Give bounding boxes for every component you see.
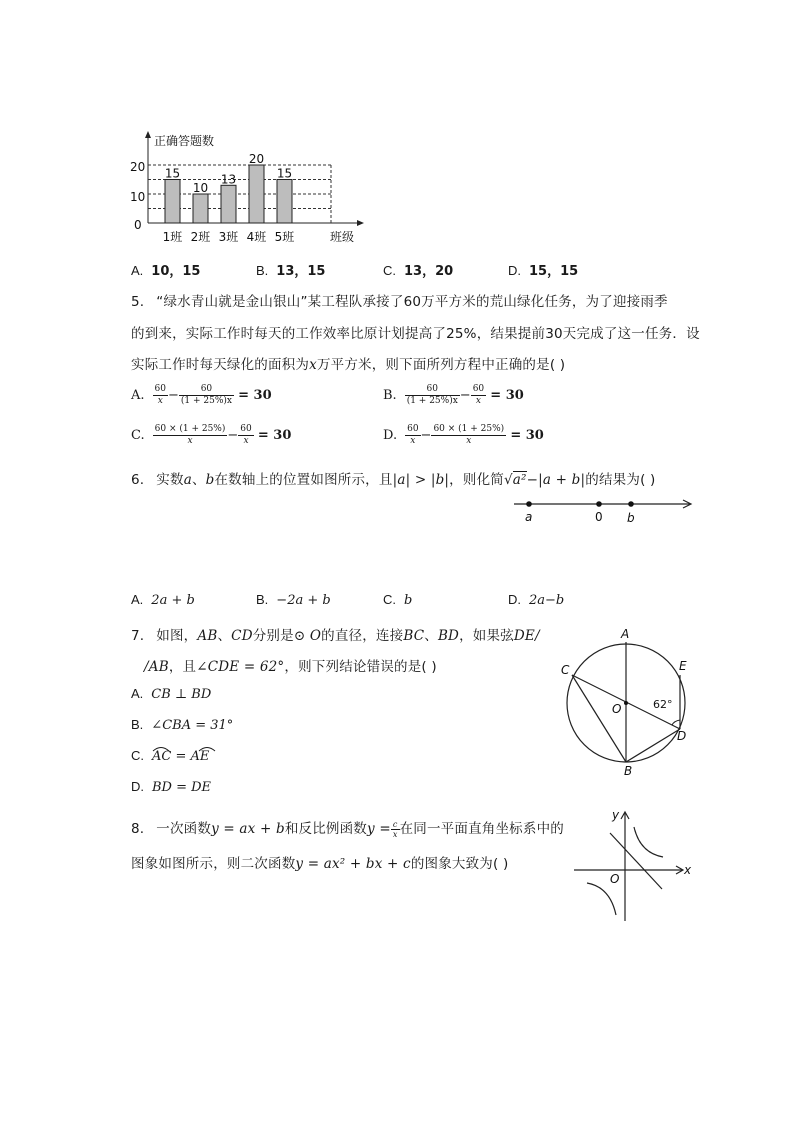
option-label: A. bbox=[131, 388, 145, 403]
q7-option-c[interactable]: C. AC = AE bbox=[131, 748, 209, 764]
fraction: $\frac{60}{x}$ bbox=[240, 424, 252, 446]
q7-option-d[interactable]: D. BD = DE bbox=[131, 779, 212, 795]
q5-line-1 bbox=[131, 290, 668, 310]
label-D: D bbox=[677, 729, 687, 743]
label-E: E bbox=[679, 659, 687, 673]
option-label: A. bbox=[131, 263, 144, 278]
q6-line-1: 6. 实数a、b在数轴上的位置如图所示，且|a| > |b|，则化简√a²−|a + b|的结果为( ) bbox=[131, 472, 656, 488]
question-number: 8. bbox=[131, 821, 145, 837]
number-line bbox=[510, 494, 700, 528]
category-label-3: 3班 bbox=[218, 230, 239, 244]
bar-value-label-3: 13 bbox=[220, 172, 237, 187]
q7-option-a[interactable]: A. CB ⊥ BD bbox=[131, 686, 212, 702]
fraction: $\frac{60 \times (1 + 25\%)}{x}$ bbox=[433, 424, 505, 446]
hyperbola-branch-2 bbox=[587, 883, 616, 915]
q8-line-2: 图象如图所示，则二次函数y = ax² + bx + c的图象大致为( ) bbox=[131, 856, 509, 872]
option-label: B. bbox=[383, 388, 397, 403]
x-axis-arrow bbox=[357, 220, 364, 226]
point-0 bbox=[596, 501, 602, 507]
bar-3 bbox=[221, 185, 236, 223]
q4-option-a[interactable] bbox=[131, 260, 200, 279]
q5-option-c[interactable]: C. $\frac{60 \times (1 + 25\%)}{x}$ − $\frac{60}{x}$ = 30 bbox=[131, 424, 292, 446]
point-b bbox=[628, 501, 634, 507]
q5-var-x: x bbox=[309, 357, 317, 373]
q7-line-2: /AB，且∠CDE = 62°，则下列结论错误的是( ) bbox=[144, 659, 437, 675]
label-C: C bbox=[561, 663, 570, 677]
label-y: y bbox=[612, 808, 620, 822]
y-tick-20: 20 bbox=[130, 160, 146, 174]
label-origin: O bbox=[610, 872, 620, 886]
hyperbola-branch-1 bbox=[634, 827, 663, 857]
q6-option-d[interactable]: D. 2a−b bbox=[508, 592, 565, 608]
label-a: a bbox=[525, 510, 533, 524]
fraction: $\frac{60}{x}$ bbox=[472, 384, 485, 406]
center-point bbox=[624, 701, 628, 705]
label-B: B bbox=[624, 764, 633, 778]
q5-option-d[interactable]: D. $\frac{60}{x}$ − $\frac{60 \times (1 + 25\%)}{x}$ = 30 bbox=[383, 424, 544, 446]
q5-line-3 bbox=[131, 353, 565, 373]
bar-1 bbox=[165, 180, 180, 224]
option-label: C. bbox=[131, 428, 145, 443]
fraction: $\frac{60}{(1 + 25\%)x}$ bbox=[180, 384, 232, 406]
q5-text-3b: 万平方米，则下面所列方程中正确的是( ) bbox=[316, 357, 566, 373]
question-number: 6. bbox=[131, 472, 145, 488]
fraction: $\frac{c}{x}$ bbox=[392, 819, 398, 839]
bar-4 bbox=[249, 165, 264, 223]
option-text: 13，15 bbox=[276, 264, 326, 279]
bar-value-label-5: 15 bbox=[276, 166, 293, 181]
chart-xlabel: 班级 bbox=[330, 230, 355, 244]
q5-text-2: 的到来，实际工作时每天的工作效率比原计划提高了25%，结果提前30天完成了这一任务．设 bbox=[131, 326, 700, 342]
option-text: 15，15 bbox=[529, 264, 579, 279]
option-label: B. bbox=[256, 263, 269, 278]
point-a bbox=[526, 501, 532, 507]
option-text: 10，15 bbox=[151, 264, 201, 279]
label-b: b bbox=[627, 511, 635, 525]
q4-option-b[interactable] bbox=[256, 260, 325, 279]
label-angle: 62° bbox=[653, 698, 673, 711]
fraction: $\frac{60}{(1 + 25\%)x}$ bbox=[406, 384, 458, 406]
question-number: 7. bbox=[131, 628, 145, 644]
q8-line-1: 8. 一次函数y = ax + b和反比例函数y = $\frac{c}{x}$ 在同一平面直角坐标系中的 bbox=[131, 819, 564, 839]
q4-option-d[interactable] bbox=[508, 260, 578, 279]
option-text: 13，20 bbox=[404, 264, 454, 279]
q6-option-b[interactable]: B. −2a + b bbox=[256, 592, 331, 608]
y-tick-10: 10 bbox=[130, 190, 146, 204]
fraction: $\frac{60}{x}$ bbox=[154, 384, 166, 406]
option-label: D. bbox=[383, 428, 398, 443]
q7-option-b[interactable]: B. ∠CBA = 31° bbox=[131, 717, 234, 733]
q5-text-1: “绿水青山就是金山银山”某工程队承接了60万平方米的荒山绿化任务，为了迎接雨季 bbox=[156, 294, 668, 310]
arc-marks bbox=[151, 744, 221, 752]
q7-line-1: 7. 如图，AB、CD分别是⊙ O的直径，连接BC、BD，如果弦DE/ bbox=[131, 628, 540, 644]
category-label-4: 4班 bbox=[246, 230, 267, 244]
question-number: 5. bbox=[131, 294, 145, 310]
bar-value-label-1: 15 bbox=[164, 166, 181, 181]
option-label: C. bbox=[383, 263, 396, 278]
y-tick-0: 0 bbox=[134, 218, 142, 232]
bar-5 bbox=[277, 180, 292, 224]
bar-2 bbox=[193, 194, 208, 223]
chart-ylabel: 正确答题数 bbox=[154, 134, 215, 148]
q4-option-c[interactable] bbox=[383, 260, 453, 279]
bar-chart bbox=[120, 125, 370, 250]
q5-option-a[interactable]: A. $\frac{60}{x}$ − $\frac{60}{(1 + 25\%)x}$ = 30 bbox=[131, 384, 272, 406]
label-0: 0 bbox=[595, 510, 603, 524]
category-label-1: 1班 bbox=[162, 230, 183, 244]
q5-line-2 bbox=[131, 322, 700, 342]
label-O: O bbox=[612, 702, 622, 716]
fraction: $\frac{60 \times (1 + 25\%)}{x}$ bbox=[154, 424, 226, 446]
option-label: D. bbox=[508, 263, 521, 278]
sqrt-sign: √ bbox=[503, 472, 513, 488]
q6-option-c[interactable]: C. b bbox=[383, 592, 413, 608]
angle-arc bbox=[672, 720, 680, 725]
label-A: A bbox=[621, 627, 630, 641]
q6-option-a[interactable]: A. 2a + b bbox=[131, 592, 195, 608]
bar-value-label-4: 20 bbox=[248, 152, 265, 166]
q5-text-3a: 实际工作时每天绿化的面积为 bbox=[131, 357, 310, 373]
function-graph bbox=[570, 805, 700, 925]
chord-bd bbox=[626, 729, 680, 762]
category-label-5: 5班 bbox=[274, 230, 295, 244]
category-label-2: 2班 bbox=[190, 230, 211, 244]
label-x: x bbox=[684, 863, 692, 877]
y-axis-arrow bbox=[145, 131, 151, 138]
q5-option-b[interactable]: B. $\frac{60}{(1 + 25\%)x}$ − $\frac{60}{x}$ = 30 bbox=[383, 384, 524, 406]
circle-figure bbox=[555, 622, 715, 782]
fraction: $\frac{60}{x}$ bbox=[407, 424, 419, 446]
bar-value-label-2: 10 bbox=[192, 181, 209, 195]
